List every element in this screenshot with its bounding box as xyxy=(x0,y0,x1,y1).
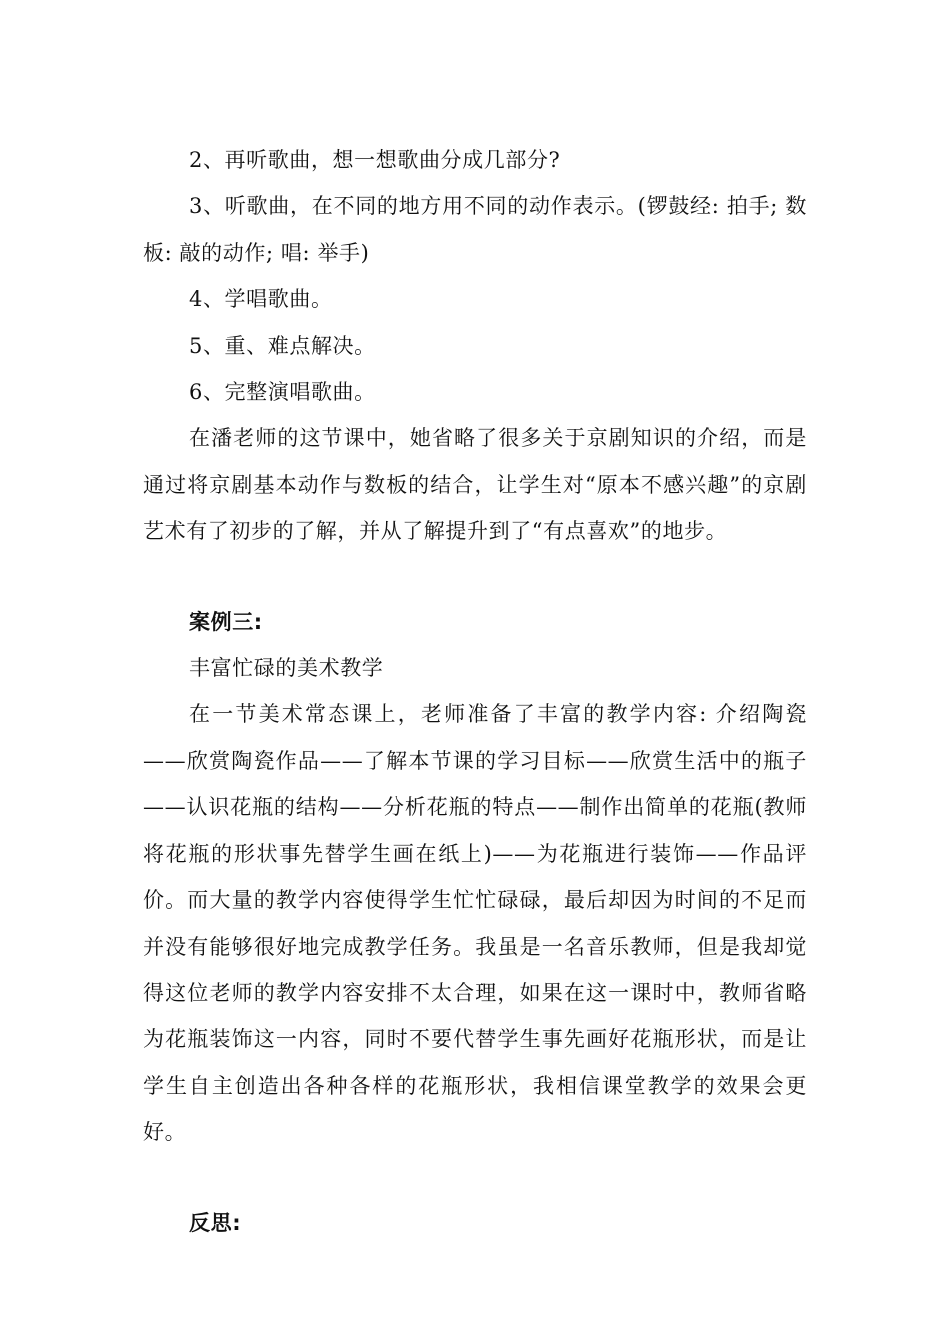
step-5-paragraph: 5、重、难点解决。 xyxy=(189,333,376,358)
step-4-paragraph: 4、学唱歌曲。 xyxy=(189,287,333,312)
step-2-paragraph: 2、再听歌曲，想一想歌曲分成几部分? xyxy=(189,148,561,172)
section-spacer xyxy=(143,555,807,599)
step-6-paragraph: 6、完整演唱歌曲。 xyxy=(189,380,376,405)
step-3-paragraph: 3、听歌曲，在不同的地方用不同的动作表示。(锣鼓经: 拍手; 数板: 敲的动作; 唱: 举手) xyxy=(143,194,807,265)
reflection-heading: 反思: xyxy=(189,1210,242,1235)
case-three-heading: 案例三: xyxy=(189,609,263,634)
summary-paragraph: 在潘老师的这节课中，她省略了很多关于京剧知识的介绍，而是通过将京剧基本动作与数板的结合，让学生对“原本不感兴趣”的京剧艺术有了初步的了解，并从了解提升到了“有点喜欢”的地步。 xyxy=(143,426,807,544)
case-three-title: 丰富忙碌的美术教学 xyxy=(189,656,384,681)
document-body xyxy=(143,137,807,1246)
section-spacer xyxy=(143,1156,807,1200)
case-three-body: 在一节美术常态课上，老师准备了丰富的教学内容: 介绍陶瓷——欣赏陶瓷作品——了解本节课的学习目标——欣赏生活中的瓶子——认识花瓶的结构——分析花瓶的特点——制作出简单的花瓶(教师将花瓶的形状事先替学生画在纸上)——为花瓶进行装饰——作品评价。而大量的教学内容使得学生忙忙碌碌，最后却因为时间的不足而并没有能够很好地完成教学任务。我虽是一名音乐教师，但是我却觉得这位老师的教学内容安排不太合理，如果在这一课时中，教师省略为花瓶装饰这一内容，同时不要代替学生事先画好花瓶形状，而是让学生自主创造出各种各样的花瓶形状，我相信课堂教学的效果会更好。 xyxy=(143,702,807,1145)
